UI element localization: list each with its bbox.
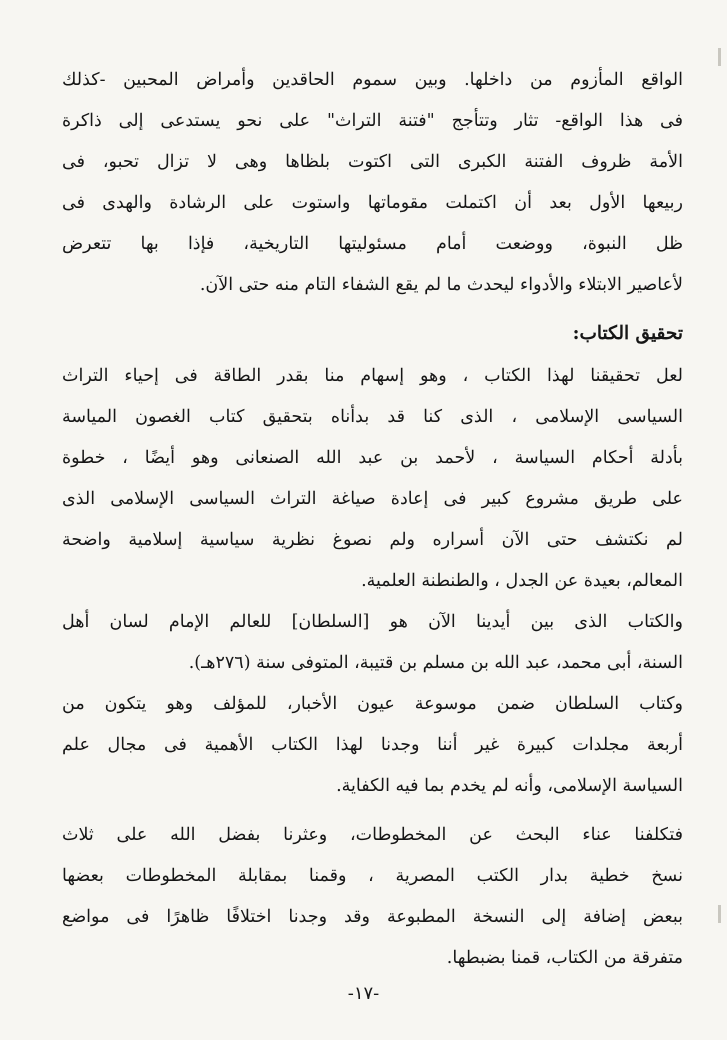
- paragraph-book-author: [62, 602, 683, 684]
- text-line: لأعاصير الابتلاء والأدواء ليحدث ما لم يقع الشفاء التام منه حتى الآن.: [199, 275, 683, 295]
- text-line: نسخ خطية بدار الكتب المصرية ، وقمنا بمقابلة المخطوطات بعضها: [62, 866, 683, 886]
- text-line: لعل تحقيقنا لهذا الكتاب ، وهو إسهام منا بقدر الطاقة فى إحياء التراث: [62, 366, 683, 386]
- text-line: ظل النبوة، ووضعت أمام مسئوليتها التاريخية، فإذا بها تتعرض: [62, 234, 683, 254]
- paragraph-book-scope: [62, 684, 683, 807]
- scan-edge-mark: [718, 48, 721, 66]
- text-line: ببعض إضافة إلى النسخة المطبوعة وقد وجدنا اختلافًا ظاهرًا فى مواضع: [62, 907, 683, 927]
- text-line: متفرقة من الكتاب، قمنا بضبطها.: [446, 948, 683, 968]
- text-line: أربعة مجلدات كبيرة غير أننا وجدنا لهذا الكتاب الأهمية فى مجال علم: [62, 735, 683, 755]
- text-line: والكتاب الذى بين أيدينا الآن هو [السلطان] للعالم الإمام لسان أهل: [62, 612, 683, 632]
- paragraph-spacer: [62, 807, 683, 815]
- text-line: الأمة ظروف الفتنة الكبرى التى اكتوت بلظاها وهى لا تزال تحبو، فى: [62, 152, 683, 172]
- text-line: المعالم، بعيدة عن الجدل ، والطنطنة العلمية.: [361, 571, 683, 591]
- paragraph-intro: [62, 60, 683, 306]
- paragraph-manuscripts: [62, 815, 683, 979]
- text-line: وكتاب السلطان ضمن موسوعة عيون الأخبار، للمؤلف وهو يتكون من: [62, 694, 683, 714]
- text-line: فتكلفنا عناء البحث عن المخطوطات، وعثرنا بفضل الله على ثلاث: [62, 825, 683, 845]
- text-line: لم نكتشف حتى الآن أسراره ولم نصوغ نظرية سياسية إسلامية واضحة: [62, 530, 683, 550]
- page-number: -١٧-: [347, 983, 380, 1004]
- text-line: بأدلة أحكام السياسة ، لأحمد بن عبد الله الصنعانى وهو أيضًا ، خطوة: [62, 448, 683, 468]
- scan-edge-mark: [718, 905, 721, 923]
- paragraph-verification: [62, 356, 683, 602]
- section-heading: تحقيق الكتاب:: [572, 323, 683, 344]
- text-line: السياسى الإسلامى ، الذى كنا قد بدأناه بتحقيق كتاب الغصون المياسة: [62, 407, 683, 427]
- text-line: على طريق مشروع كبير فى إعادة صياغة التراث السياسى الإسلامى الذى: [62, 489, 683, 509]
- text-line: الواقع المأزوم من داخلها. وبين سموم الحاقدين وأمراض المحبين -كذلك: [62, 70, 683, 90]
- text-line: السنة، أبى محمد، عبد الله بن مسلم بن قتيبة، المتوفى سنة (٢٧٦هـ).: [188, 653, 683, 673]
- text-line: ربيعها الأول بعد أن اكتملت مقوماتها واستوت على الرشادة والهدى فى: [62, 193, 683, 213]
- text-line: السياسة الإسلامى، وأنه لم يخدم بما فيه الكفاية.: [336, 776, 683, 796]
- page-body: [62, 60, 683, 979]
- text-line: فى هذا الواقع- تثار وتتأجج "فتنة التراث" على نحو يستدعى إلى ذاكرة: [62, 111, 683, 131]
